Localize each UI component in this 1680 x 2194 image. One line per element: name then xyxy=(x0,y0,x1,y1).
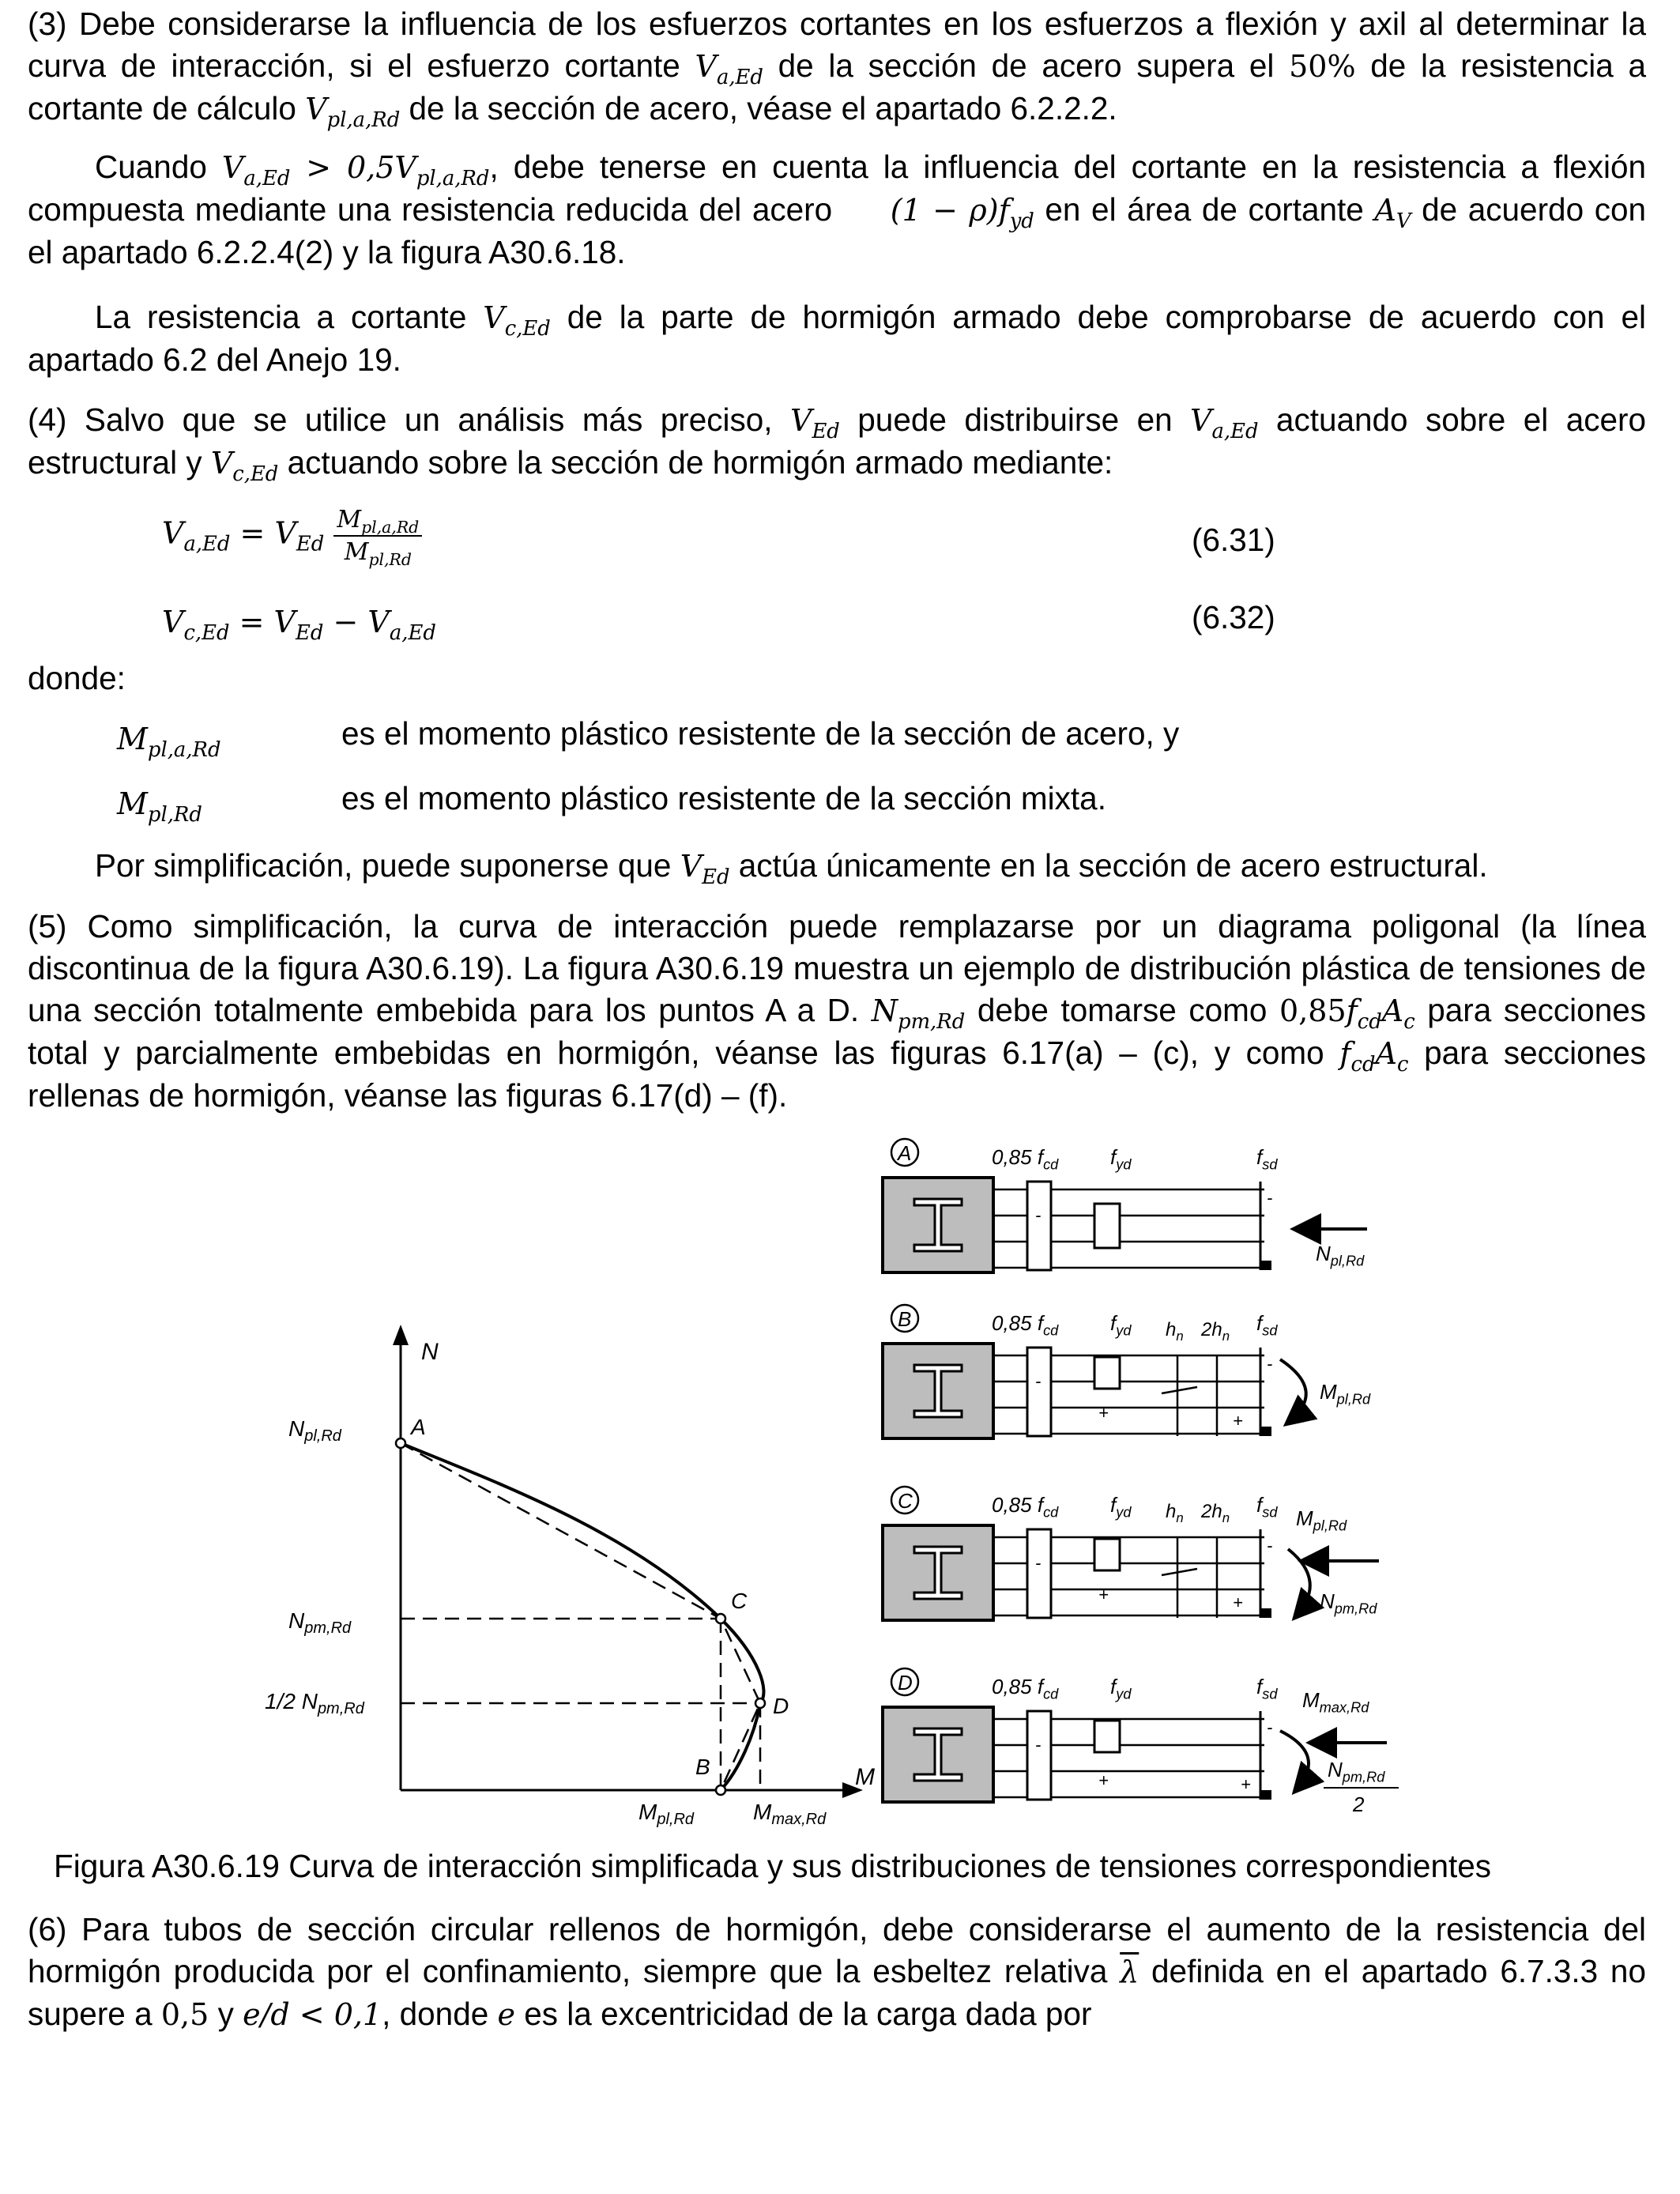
row-letter-d: D xyxy=(898,1671,913,1695)
label-085fcd: 0,85 $f_{cd}$ xyxy=(992,1145,1059,1173)
label-mpl-rd: $M_{pl,Rd}$ xyxy=(638,1800,695,1828)
p3-text-4: de la sección de acero, véase el apartado 6.2.2.2. xyxy=(400,90,1117,126)
label-hn: $h_n$ xyxy=(1166,1319,1184,1344)
def-symbol-mplard: $M_{pl,a,Rd}$ xyxy=(117,722,221,763)
svg-text:-: - xyxy=(1035,1371,1042,1391)
math-condition: $V_{a,Ed} > 0,5V_{pl,a,Rd}$ xyxy=(221,150,490,191)
figure-a30-6-19 xyxy=(0,1122,1680,1842)
svg-text:+: + xyxy=(1241,1774,1251,1794)
label-mmax-rd: $M_{max,Rd}$ xyxy=(753,1800,827,1828)
svg-text:A: A xyxy=(411,1415,426,1439)
equation-number-6-31: (6.31) xyxy=(1192,522,1275,558)
label-fyd: $f_{yd}$ xyxy=(1110,1145,1132,1173)
paragraph-3 xyxy=(28,3,1647,133)
label-085fcd: 0,85 $f_{cd}$ xyxy=(992,1493,1059,1521)
concrete-block xyxy=(1027,1182,1051,1270)
label-fsd: $f_{sd}$ xyxy=(1256,1145,1278,1173)
svg-text:+: + xyxy=(1233,1593,1243,1612)
row-d-mmax: $M_{max,Rd}$ xyxy=(1302,1688,1369,1716)
figure-caption: Figura A30.6.19 Curva de interacción simplificada y sus distribuciones de tensiones correspondientes xyxy=(54,1848,1491,1884)
svg-text:+: + xyxy=(1098,1770,1109,1790)
stress-row-a xyxy=(883,1139,1272,1272)
donde-label: donde: xyxy=(28,660,126,696)
label-fyd: $f_{yd}$ xyxy=(1110,1311,1132,1339)
row-letter-b: B xyxy=(898,1307,912,1331)
equation-6-31: $V_{a,Ed} = V_{Ed}$ $\frac{M_{pl,a,Rd}}{M_{pl,Rd}}$ xyxy=(162,506,422,566)
def-text-mplrd: es el momento plástico resistente de la sección mixta. xyxy=(341,780,1106,816)
row-b-mpl: $M_{pl,Rd}$ xyxy=(1320,1380,1371,1408)
label-2hn: $2h_n$ xyxy=(1201,1319,1230,1344)
equation-6-32: $V_{c,Ed} = V_{Ed} - V_{a,Ed}$ xyxy=(162,605,436,646)
svg-text:-: - xyxy=(1035,1205,1042,1225)
mpl-arrow-icon xyxy=(1280,1359,1306,1423)
def-text-mplard: es el momento plástico resistente de la sección de acero, y xyxy=(341,715,1180,752)
concrete-block xyxy=(1027,1348,1051,1436)
steel-block xyxy=(1094,1357,1120,1389)
axis-n-label: N xyxy=(421,1339,439,1365)
svg-text:D: D xyxy=(773,1694,789,1718)
label-fyd: $f_{yd}$ xyxy=(1110,1493,1132,1521)
fraction: $\frac{M_{pl,a,Rd}}{M_{pl,Rd}}$ xyxy=(333,506,422,566)
svg-text:+: + xyxy=(1098,1585,1109,1604)
svg-text:-: - xyxy=(1267,1717,1273,1737)
row-letter-c: C xyxy=(898,1489,913,1513)
interaction-curve xyxy=(401,1443,763,1790)
svg-text:C: C xyxy=(731,1589,748,1613)
row-d-npm: $N_{pm,Rd}$ xyxy=(1328,1758,1385,1785)
steel-block xyxy=(1094,1721,1120,1752)
svg-text:-: - xyxy=(1267,1536,1273,1555)
svg-text:-: - xyxy=(1035,1553,1042,1573)
n-axis-arrow-icon xyxy=(393,1325,409,1345)
svg-text:-: - xyxy=(1035,1735,1042,1755)
svg-text:+: + xyxy=(1233,1411,1243,1431)
stress-distributions xyxy=(883,1139,1399,1816)
math-reduced-strength: $(1 - \rho)f_{yd}$ xyxy=(890,193,1034,234)
paragraph-3b: Cuando $V_{a,Ed} > 0,5V_{pl,a,Rd}$, debe tenerse en cuenta la influencia del cortante en la resistencia a flexión compuesta mediante una resistencia reducida del acero $(1 - \rho)f_{yd}$ en el área de cortante $A_V$ de acuerdo con el apartado 6.2.2.4(2) y la figura A30.6.18. xyxy=(28,149,1647,270)
point-a xyxy=(396,1438,405,1448)
paragraph-4b: Por simplificación, puede suponerse que $V_{Ed}$ actúa únicamente en la sección de acero estructural. xyxy=(95,847,1488,890)
point-d xyxy=(755,1698,765,1708)
label-npl-rd: $N_{pl,Rd}$ xyxy=(288,1416,341,1445)
label-fsd: $f_{sd}$ xyxy=(1256,1311,1278,1339)
steel-block xyxy=(1094,1204,1120,1248)
concrete-block xyxy=(1027,1529,1051,1618)
label-2hn: $2h_n$ xyxy=(1201,1501,1230,1525)
label-fyd: $f_{yd}$ xyxy=(1110,1675,1132,1702)
row-c-npm: $N_{pm,Rd}$ xyxy=(1320,1589,1377,1617)
p3-text-3: de la resistencia a cortante de cálculo xyxy=(28,47,1647,126)
svg-text:B: B xyxy=(695,1755,710,1779)
paragraph-6: (6) Para tubos de sección circular rellenos de hormigón, debe considerarse el aumento de la resistencia del hormigón producida por el confinamiento, siempre que la esbeltez relativa $\overline{\lambda}$ definida en el apartado 6.7.3.3 no supere a 0,5 y e/d < 0,1, donde e es la excentricidad de la carga dada por xyxy=(28,1911,1646,2032)
row-d-divisor: 2 xyxy=(1353,1793,1365,1816)
point-b xyxy=(716,1785,725,1795)
math-v-plard: $V_{pl,a,Rd}$ xyxy=(305,92,401,133)
polygonal-line xyxy=(401,1443,760,1790)
p3-text-1: (3) Debe considerarse la influencia de los esfuerzos cortantes en los esfuerzos a flexión y axil al determinar la curva de interacción, si el esfuerzo cortante xyxy=(28,6,1646,84)
row-c-mpl: $M_{pl,Rd}$ xyxy=(1296,1506,1347,1534)
label-half-npm-rd: 1/2 $N_{pm,Rd}$ xyxy=(265,1689,364,1717)
label-hn: $h_n$ xyxy=(1166,1501,1184,1525)
point-c xyxy=(716,1614,725,1623)
svg-text:-: - xyxy=(1267,1188,1273,1208)
math-50pct: 50% xyxy=(1289,49,1356,84)
label-fsd: $f_{sd}$ xyxy=(1256,1675,1278,1702)
paragraph-5: (5) Como simplificación, la curva de interacción puede remplazarse por un diagrama poligonal (la línea discontinua de la figura A30.6.19). La figura A30.6.19 muestra un ejemplo de distribución plástica de tensiones de una sección totalmente embebida para los puntos A a D. $N_{pm,Rd}$ debe tomarse como $0,85f_{cd}A_c$ para secciones total y parcialmente embebidas en hormigón, véanse las figuras 6.17(a) – (c), y como $f_{cd}A_c$ para secciones rellenas de hormigón, véanse las figuras 6.17(d) – (f). xyxy=(28,908,1646,1114)
label-085fcd: 0,85 $f_{cd}$ xyxy=(992,1311,1059,1339)
row-letter-a: A xyxy=(898,1141,912,1165)
steel-block xyxy=(1094,1539,1120,1570)
p3-text-2: de la sección de acero supera el xyxy=(763,47,1290,84)
concrete-block xyxy=(1027,1711,1051,1800)
math-v-ced: $V_{c,Ed}$ xyxy=(483,300,551,341)
row-a-npl: $N_{pl,Rd}$ xyxy=(1316,1242,1365,1269)
svg-text:+: + xyxy=(1098,1403,1109,1423)
math-av: $A_V$ xyxy=(1374,193,1411,234)
label-085fcd: 0,85 $f_{cd}$ xyxy=(992,1675,1059,1702)
paragraph-4: (4) Salvo que se utilice un análisis más preciso, $V_{Ed}$ puede distribuirse en $V_{a,Ed}$ actuando sobre el acero estructural y $V_{c,Ed}$ actuando sobre la sección de hormigón armado mediante: xyxy=(28,401,1647,487)
def-symbol-mplrd: $M_{pl,Rd}$ xyxy=(117,786,202,827)
math-lambda-bar: $\overline{\lambda}$ xyxy=(1120,1955,1139,1989)
equation-number-6-32: (6.32) xyxy=(1192,599,1275,635)
stress-row-d xyxy=(883,1668,1272,1802)
math-v-aed: $V_{a,Ed}$ xyxy=(695,49,763,90)
interaction-diagram xyxy=(265,1325,875,1828)
paragraph-3c: La resistencia a cortante $V_{c,Ed}$ de la parte de hormigón armado debe comprobarse de acuerdo con el apartado 6.2 del Anejo 19. xyxy=(28,299,1646,378)
svg-text:-: - xyxy=(1267,1354,1273,1374)
label-fsd: $f_{sd}$ xyxy=(1256,1493,1278,1521)
label-npm-rd: $N_{pm,Rd}$ xyxy=(288,1608,352,1637)
axis-m-label: M xyxy=(855,1764,875,1790)
